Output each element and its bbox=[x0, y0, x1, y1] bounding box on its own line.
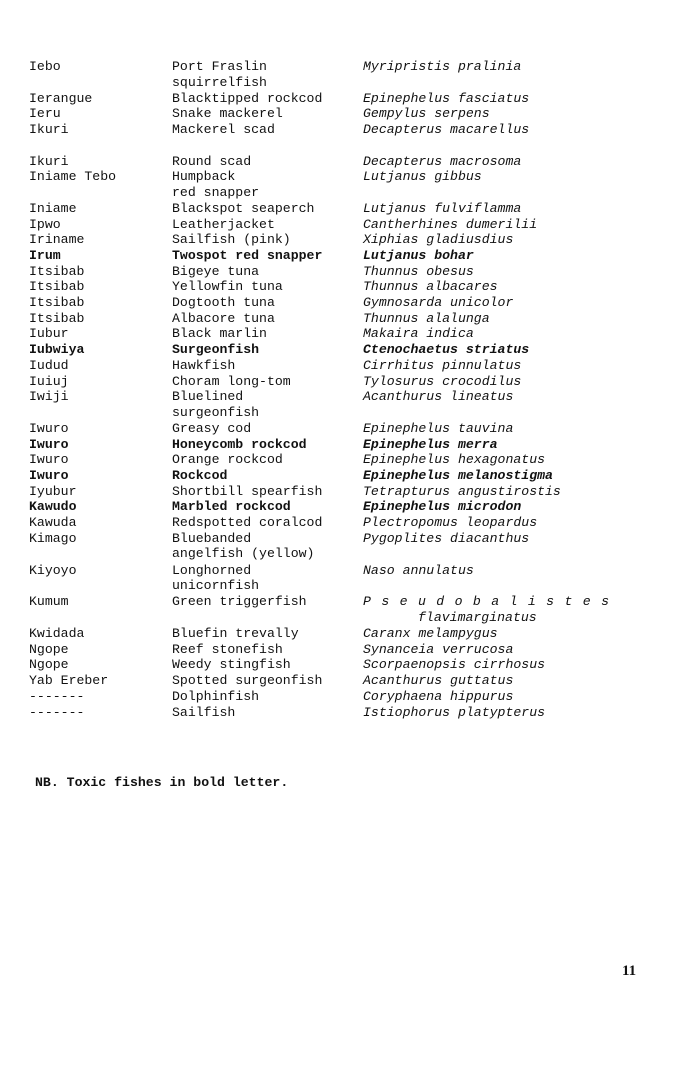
scientific-name-cell: Thunnus albacares bbox=[363, 279, 498, 295]
table-row bbox=[0, 311, 685, 327]
table-row bbox=[0, 295, 685, 311]
local-name-cell: Ierangue bbox=[29, 90, 93, 106]
common-name-cell: Redspotted coralcod bbox=[172, 515, 323, 531]
scientific-name-cell: Epinephelus tauvina bbox=[363, 420, 514, 436]
local-name-cell: ------- bbox=[29, 688, 85, 704]
table-row bbox=[0, 421, 685, 437]
scientific-name-cell: Decapterus macrosoma bbox=[363, 153, 522, 169]
local-name-cell: Itsibab bbox=[29, 279, 85, 295]
scientific-name-cell: Acanthurus lineatus bbox=[363, 389, 514, 405]
table-row bbox=[0, 626, 685, 642]
common-name-cell: Rockcod bbox=[172, 468, 228, 484]
scientific-name-cell: Epinephelus melanostigma bbox=[363, 468, 553, 484]
fish-name-table bbox=[0, 59, 685, 720]
common-name-cell: Leatherjacket bbox=[172, 216, 275, 232]
local-name-cell: Iwuro bbox=[29, 420, 69, 436]
table-row bbox=[0, 657, 685, 673]
table-row bbox=[0, 468, 685, 484]
common-name-cell: Greasy cod bbox=[172, 420, 252, 436]
local-name-cell: Iniame bbox=[29, 200, 77, 216]
scientific-name-cell: Makaira indica bbox=[363, 326, 474, 342]
common-name-cell: Hawkfish bbox=[172, 357, 236, 373]
table-row bbox=[0, 279, 685, 295]
common-name-cell: Blacktipped rockcod bbox=[172, 90, 323, 106]
common-name-cell: Bluelined bbox=[172, 389, 244, 405]
local-name-cell: Iwuro bbox=[29, 468, 69, 484]
page-number: 11 bbox=[622, 963, 637, 979]
common-name-cell: Weedy stingfish bbox=[172, 657, 291, 673]
table-row bbox=[0, 673, 685, 689]
scientific-name-cell: Synanceia verrucosa bbox=[363, 641, 514, 657]
table-row bbox=[0, 248, 685, 264]
toxic-note: NB. Toxic fishes in bold letter. bbox=[35, 775, 289, 790]
local-name-cell: Ikuri bbox=[29, 122, 69, 138]
local-name-cell: Yab Ereber bbox=[29, 673, 109, 689]
table-row bbox=[0, 405, 685, 421]
local-name-cell: Iubur bbox=[29, 326, 69, 342]
common-name-cell: Orange rockcod bbox=[172, 452, 283, 468]
local-name-cell: Itsibab bbox=[29, 295, 85, 311]
scientific-name-cell: Xiphias gladiusdius bbox=[363, 232, 514, 248]
table-row bbox=[0, 705, 685, 721]
local-name-cell: Iyubur bbox=[29, 483, 77, 499]
table-row bbox=[0, 578, 685, 594]
common-name-cell: surgeonfish bbox=[172, 404, 260, 420]
common-name-cell: Surgeonfish bbox=[172, 342, 260, 358]
table-row bbox=[0, 326, 685, 342]
scientific-name-cell: Tylosurus crocodilus bbox=[363, 373, 522, 389]
table-row bbox=[0, 610, 685, 626]
table-row bbox=[0, 546, 685, 562]
table-row bbox=[0, 106, 685, 122]
common-name-cell: Marbled rockcod bbox=[172, 499, 291, 515]
scientific-name-cell: Pygoplites diacanthus bbox=[363, 530, 530, 546]
table-row bbox=[0, 563, 685, 579]
local-name-cell: Iebo bbox=[29, 59, 61, 74]
local-name-cell: Iwuro bbox=[29, 452, 69, 468]
local-name-cell: Ieru bbox=[29, 106, 61, 122]
common-name-cell: Black marlin bbox=[172, 326, 267, 342]
table-row bbox=[0, 217, 685, 233]
table-row bbox=[0, 201, 685, 217]
scientific-name-cell: Epinephelus microdon bbox=[363, 499, 522, 515]
common-name-cell: Dolphinfish bbox=[172, 688, 260, 704]
local-name-cell: Iuiuj bbox=[29, 373, 69, 389]
common-name-cell: Reef stonefish bbox=[172, 641, 283, 657]
table-row bbox=[0, 59, 685, 75]
common-name-cell: Spotted surgeonfish bbox=[172, 673, 323, 689]
scientific-name-cell: Lutjanus gibbus bbox=[363, 169, 482, 185]
common-name-cell: Albacore tuna bbox=[172, 310, 275, 326]
scientific-name-cell: Scorpaenopsis cirrhosus bbox=[363, 657, 546, 673]
table-row bbox=[0, 642, 685, 658]
scientific-name-cell: Cirrhitus pinnulatus bbox=[363, 357, 522, 373]
scientific-name-cell: Lutjanus fulviflamma bbox=[363, 200, 522, 216]
table-row bbox=[0, 437, 685, 453]
common-name-cell: angelfish (yellow) bbox=[172, 546, 315, 562]
common-name-cell: squirrelfish bbox=[172, 74, 267, 90]
local-name-cell: Iwiji bbox=[29, 389, 69, 405]
table-row bbox=[0, 594, 685, 610]
scientific-name-cell: Decapterus macarellus bbox=[363, 122, 530, 138]
common-name-cell: Honeycomb rockcod bbox=[172, 436, 307, 452]
local-name-cell: Kawudo bbox=[29, 499, 77, 515]
table-row bbox=[0, 499, 685, 515]
table-row bbox=[0, 452, 685, 468]
table-row bbox=[0, 185, 685, 201]
scientific-name-cell: Epinephelus merra bbox=[363, 436, 498, 452]
local-name-cell: Iriname bbox=[29, 232, 85, 248]
common-name-cell: red snapper bbox=[172, 184, 260, 200]
common-name-cell: Bluefin trevally bbox=[172, 626, 299, 642]
common-name-cell: Twospot red snapper bbox=[172, 248, 323, 264]
table-row bbox=[0, 122, 685, 138]
local-name-cell: Kumum bbox=[29, 594, 69, 610]
scientific-name-cell: Acanthurus guttatus bbox=[363, 673, 514, 689]
common-name-cell: Port Fraslin bbox=[172, 59, 267, 74]
common-name-cell: Blackspot seaperch bbox=[172, 200, 315, 216]
table-row bbox=[0, 169, 685, 185]
common-name-cell: Sailfish (pink) bbox=[172, 232, 291, 248]
table-row bbox=[0, 154, 685, 170]
table-row bbox=[0, 91, 685, 107]
local-name-cell: Ngope bbox=[29, 657, 69, 673]
scientific-name-cell: Myripristis pralinia bbox=[363, 59, 522, 74]
common-name-cell: Bluebanded bbox=[172, 530, 252, 546]
local-name-cell: Irum bbox=[29, 248, 61, 264]
local-name-cell: ------- bbox=[29, 704, 85, 720]
scientific-name-cell: Thunnus alalunga bbox=[363, 310, 490, 326]
local-name-cell: Ngope bbox=[29, 641, 69, 657]
table-row bbox=[0, 389, 685, 405]
local-name-cell: Iudud bbox=[29, 357, 69, 373]
scientific-name-cell: Thunnus obesus bbox=[363, 263, 474, 279]
local-name-cell: Iniame Tebo bbox=[29, 169, 117, 185]
table-row bbox=[0, 342, 685, 358]
scientific-name-cell: Plectropomus leopardus bbox=[363, 515, 538, 531]
local-name-cell: Ipwo bbox=[29, 216, 61, 232]
local-name-cell: Itsibab bbox=[29, 263, 85, 279]
table-row bbox=[0, 484, 685, 500]
table-row bbox=[0, 358, 685, 374]
local-name-cell: Iwuro bbox=[29, 436, 69, 452]
scientific-name-cell: Ctenochaetus striatus bbox=[363, 342, 530, 358]
local-name-cell: Iubwiya bbox=[29, 342, 85, 358]
scientific-name-cell: Naso annulatus bbox=[363, 562, 474, 578]
common-name-cell: unicornfish bbox=[172, 578, 260, 594]
table-row bbox=[0, 264, 685, 280]
scientific-name-cell: flavimarginatus bbox=[418, 610, 537, 626]
table-row bbox=[0, 531, 685, 547]
scientific-name-cell: Epinephelus fasciatus bbox=[363, 90, 530, 106]
table-row bbox=[0, 689, 685, 705]
common-name-cell: Sailfish bbox=[172, 704, 236, 720]
scientific-name-cell: Coryphaena hippurus bbox=[363, 688, 514, 704]
common-name-cell: Shortbill spearfish bbox=[172, 483, 323, 499]
common-name-cell: Choram long-tom bbox=[172, 373, 291, 389]
table-row bbox=[0, 232, 685, 248]
table-row bbox=[0, 515, 685, 531]
local-name-cell: Kwidada bbox=[29, 626, 85, 642]
scientific-name-cell: Gymnosarda unicolor bbox=[363, 295, 514, 311]
common-name-cell: Round scad bbox=[172, 153, 252, 169]
common-name-cell: Mackerel scad bbox=[172, 122, 275, 138]
scientific-name-cell: Cantherhines dumerilii bbox=[363, 216, 538, 232]
scientific-name-cell: Epinephelus hexagonatus bbox=[363, 452, 546, 468]
scientific-name-cell: Gempylus serpens bbox=[363, 106, 490, 122]
local-name-cell: Itsibab bbox=[29, 310, 85, 326]
table-row bbox=[0, 374, 685, 390]
scientific-name-cell: Lutjanus bohar bbox=[363, 248, 474, 264]
common-name-cell: Green triggerfish bbox=[172, 594, 307, 610]
common-name-cell: Yellowfin tuna bbox=[172, 279, 283, 295]
table-row bbox=[0, 75, 685, 91]
local-name-cell: Kawuda bbox=[29, 515, 77, 531]
scientific-name-cell: Pseudobalistes bbox=[363, 594, 620, 610]
local-name-cell: Ikuri bbox=[29, 153, 69, 169]
common-name-cell: Humpback bbox=[172, 169, 236, 185]
scientific-name-cell: Tetrapturus angustirostis bbox=[363, 483, 561, 499]
local-name-cell: Kimago bbox=[29, 530, 77, 546]
scientific-name-cell: Caranx melampygus bbox=[363, 626, 498, 642]
common-name-cell: Longhorned bbox=[172, 562, 252, 578]
common-name-cell: Dogtooth tuna bbox=[172, 295, 275, 311]
common-name-cell: Snake mackerel bbox=[172, 106, 283, 122]
local-name-cell: Kiyoyo bbox=[29, 562, 77, 578]
common-name-cell: Bigeye tuna bbox=[172, 263, 260, 279]
scientific-name-cell: Istiophorus platypterus bbox=[363, 704, 546, 720]
